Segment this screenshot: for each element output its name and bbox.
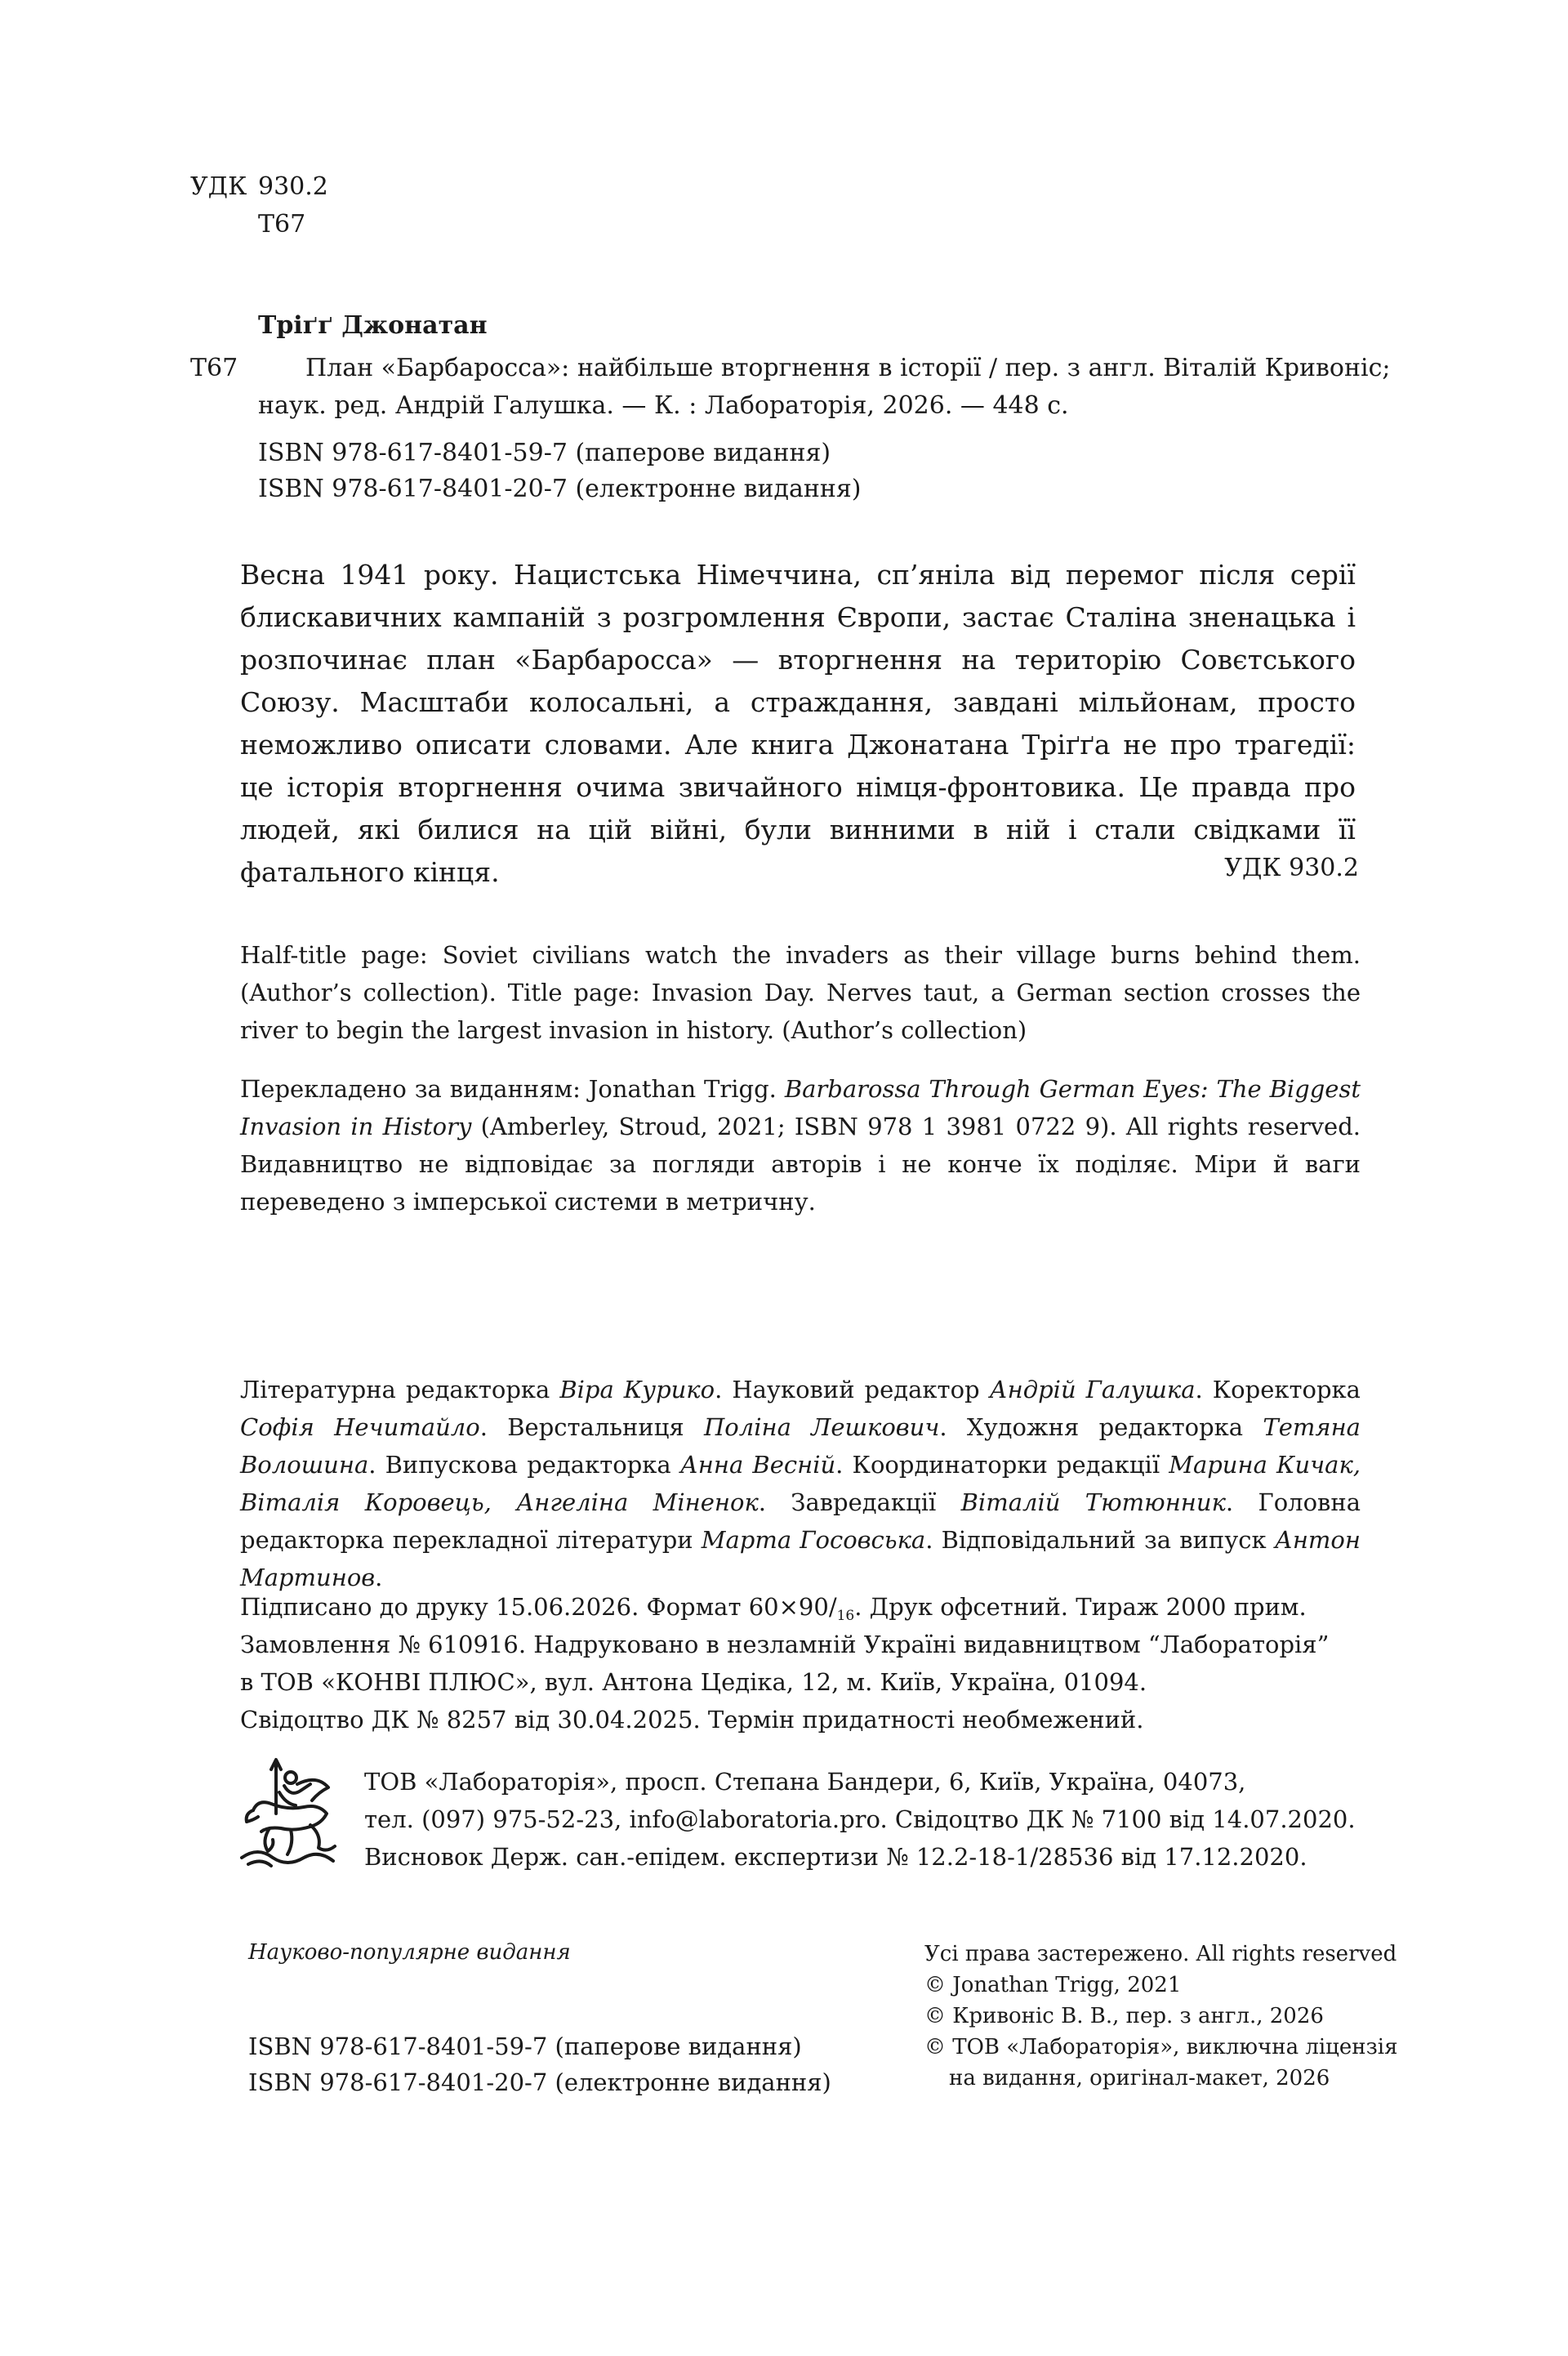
horseman-logo-icon: [237, 1756, 343, 1871]
annotation-text: Весна 1941 року. Нацистська Німеччина, сп’яніла від перемог після серії блискавичних кампаній з розгромлення Європи, застає Сталіна зненацька і розпочинає план «Барбаросса» — вторгнення на територію Совєтського Союзу. Масштаби колосальні, а страждання, завдані мільйонам, просто неможливо описати словами. Але книга Джонатана Тріґґа не про трагедії: це історія вторгнення очима звичайного німця-фронтовика. Це правда про людей, які билися на цій війні, були винними в ній і стали свідками її фатального кінця.: [240, 559, 1356, 888]
catalog-entry-line1: План «Барбаросса»: найбільше вторгнення в історії / пер. з англ. Віталій Кривоніс;: [305, 354, 1391, 382]
editorial-credits: Літературна редакторка Віра Курико. Науковий редактор Андрій Галушка. Коректорка Софія Нечитайло. Верстальниця Поліна Лешкович. Художня редакторка Тетяна Волошина. Випускова редакторка Анна Весній. Координаторки редакції Марина Кичак, Віталія Коровець, Ангеліна Міненок. Завредакції Віталій Тютюнник. Головна редакторка перекладної літератури Марта Госовська. Відповідальний за випуск Антон Мартинов.: [240, 1376, 1361, 1591]
rights-line4: © ТОВ «Лабораторія», виключна ліцензія: [924, 2035, 1398, 2059]
print-info-line4: Свідоцтво ДК № 8257 від 30.04.2025. Термін придатності необмежений.: [240, 1706, 1144, 1734]
footer-isbn-electronic: ISBN 978-617-8401-20-7 (електронне видання): [248, 2068, 831, 2096]
catalog-isbn-print: ISBN 978-617-8401-59-7 (паперове видання): [258, 439, 831, 467]
rights-line1: Усі права застережено. All rights reserved: [924, 1942, 1397, 1966]
catalog-side-index: Т67: [190, 354, 238, 382]
annotation-udc: УДК 930.2: [1224, 854, 1359, 882]
catalog-entry-line2: наук. ред. Андрій Галушка. — К. : Лабораторія, 2026. — 448 с.: [258, 391, 1069, 420]
udc-value: 930.2: [258, 172, 328, 201]
catalog-isbn-electronic: ISBN 978-617-8401-20-7 (електронне видання): [258, 475, 862, 503]
rights-line3: © Кривоніс В. В., пер. з англ., 2026: [924, 2004, 1324, 2028]
publisher-line2: тел. (097) 975-52-23, info@laboratoria.pro. Свідоцтво ДК № 7100 від 14.07.2020.: [364, 1805, 1356, 1833]
bbk-index: Т67: [258, 210, 306, 239]
rights-line2: © Jonathan Trigg, 2021: [924, 1973, 1182, 1997]
print-info-line2: Замовлення № 610916. Надруковано в незламній Україні видавництвом “Лабораторія”: [240, 1631, 1330, 1658]
genre-label: Науково-популярне видання: [248, 1940, 571, 1965]
footer-isbn-print: ISBN 978-617-8401-59-7 (паперове видання): [248, 2032, 802, 2060]
print-info-line3: в ТОВ «КОНВІ ПЛЮС», вул. Антона Цедіка, 12, м. Київ, Україна, 01094.: [240, 1668, 1147, 1696]
udc-label: УДК: [190, 172, 247, 201]
print-info-line1: Підписано до друку 15.06.2026. Формат $60\times 90/_{16}$. Друк офсетний. Тираж 2000 прим.: [240, 1593, 1307, 1624]
publisher-line1: ТОВ «Лабораторія», просп. Степана Бандери, 6, Київ, Україна, 04073,: [364, 1768, 1246, 1796]
rights-line5: на видання, оригінал-макет, 2026: [949, 2066, 1330, 2091]
publisher-line3: Висновок Держ. сан.-епідем. експертизи № 12.2-18-1/28536 від 17.12.2020.: [364, 1843, 1307, 1871]
illustration-captions: Half-title page: Soviet civilians watch the invaders as their village burns behind them. (Author’s collection). Title page: Invasion Day. Nerves taut, a German section crosses the river to begin the largest invasion in history. (Author’s collection): [240, 941, 1361, 1044]
translation-note: Перекладено за виданням: Jonathan Trigg. Barbarossa Through German Eyes: The Biggest Invasion in History (Amberley, Stroud, 2021; ISBN 978 1 3981 0722 9). All rights reserved. Видавництво не відповідає за погляди авторів і не конче їх поділяє. Міри й ваги переведено з імперської системи в метричну.: [240, 1075, 1361, 1216]
catalog-author: Тріґґ Джонатан: [258, 311, 488, 340]
